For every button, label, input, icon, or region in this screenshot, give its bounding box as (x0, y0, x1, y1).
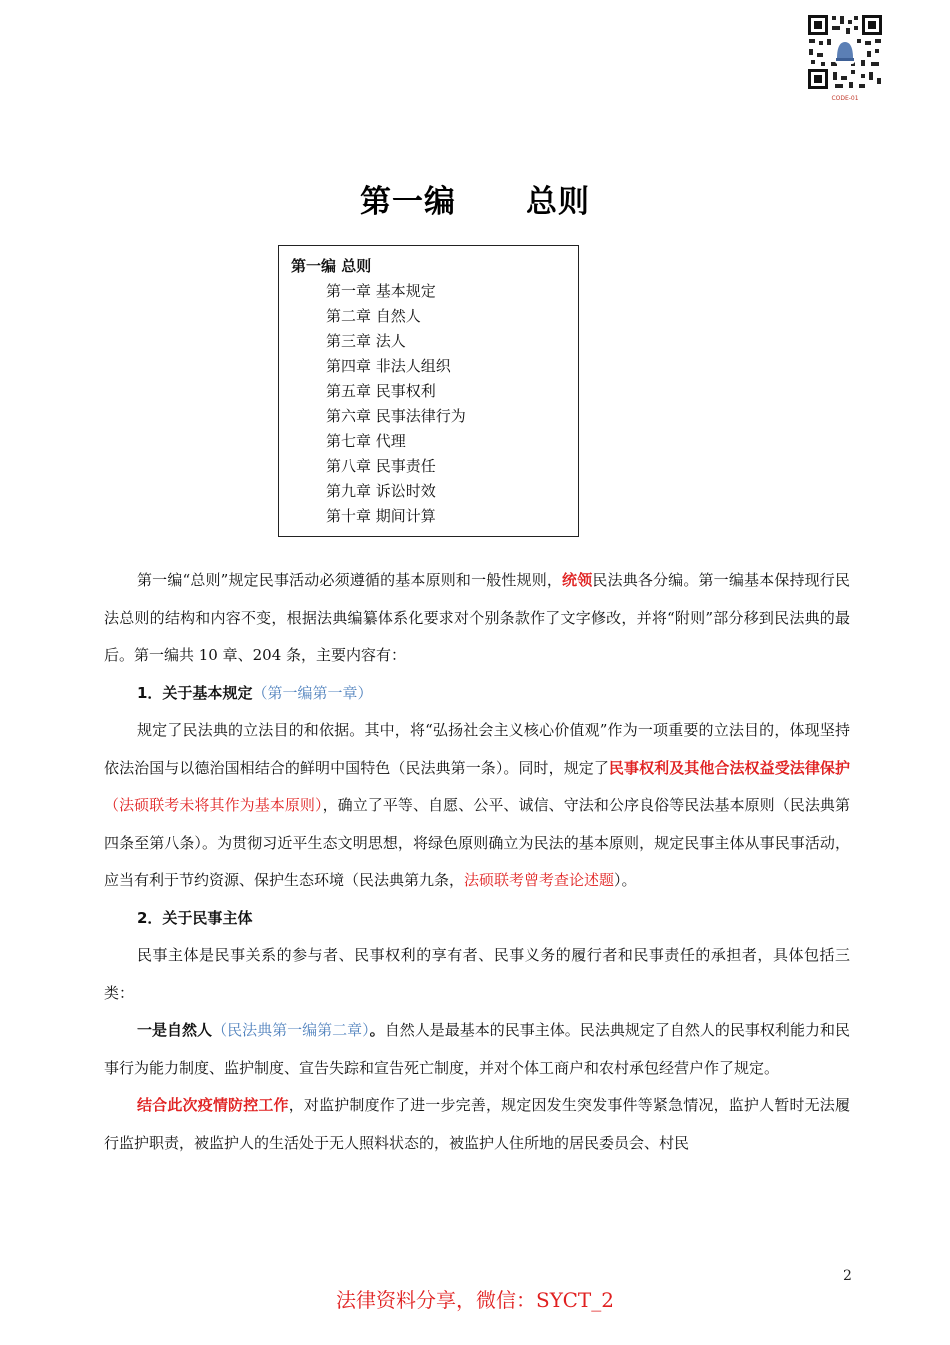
exam-note: （法硕联考未将其作为基本原则） (104, 796, 323, 814)
intro-paragraph: 第一编“总则”规定民事活动必须遵循的基本原则和一般性规则，统领民法典各分编。第一编基本保持现行民法总则的结构和内容不变，根据法典编纂体系化要求对个别条款作了文字修改，并将“附则”部分移到民法典的最后。第一编共 10 章、204 条，主要内容有： (104, 571, 850, 664)
title-subject: 总则 (526, 184, 590, 220)
basic-provisions-paragraph: 规定了民法典的立法目的和依据。其中，将“弘扬社会主义核心价值观”作为一项重要的立法目的，体现坚持依法治国与以德治国相结合的鲜明中国特色（民法典第一条）。同时，规定了民事权利及其他合法权益受法律保护（法硕联考未将其作为基本原则），确立了平等、自愿、公平、诚信、守法和公序良俗等民法基本原则（民法典第四条至第八条）。为贯彻习近平生态文明思想，将绿色原则确立为民法的基本原则，规定民事主体从事民事活动，应当有利于节约资源、保护生态环境（民法典第九条，法硕联考曾考查论述题）。 (104, 721, 850, 889)
chapter-reference: （第一编第一章） (252, 683, 373, 702)
civil-subjects-paragraph: 民事主体是民事关系的参与者、民事权利的享有者、民事义务的履行者和民事责任的承担者，具体包括三类： (104, 946, 850, 1002)
toc-item: 第六章 民事法律行为 (326, 407, 466, 425)
chapter-reference: （民法典第一编第二章） (212, 1021, 370, 1039)
natural-person-paragraph: 一是自然人（民法典第一编第二章）。自然人是最基本的民事主体。民法典规定了自然人的民事权利能力和民事行为能力制度、监护制度、宣告失踪和宣告死亡制度，并对个体工商户和农村承包经营户作了规定。 (104, 1021, 850, 1077)
subject-label: 一是自然人 (137, 1021, 213, 1039)
qr-code (805, 12, 885, 102)
exam-note: 法硕联考曾考查论述题 (464, 871, 615, 889)
toc-item: 第三章 法人 (326, 332, 406, 350)
highlight: 结合此次疫情防控工作 (137, 1096, 289, 1114)
page-title (0, 176, 950, 221)
toc-item: 第七章 代理 (326, 432, 406, 450)
table-of-contents (278, 245, 579, 537)
toc-item: 第二章 自然人 (326, 307, 421, 325)
body-text (104, 562, 850, 1162)
toc-heading: 第一编 总则 (291, 257, 372, 275)
highlight: 统领 (562, 571, 593, 589)
toc-item: 第八章 民事责任 (326, 457, 436, 475)
toc-item: 第一章 基本规定 (326, 282, 436, 300)
toc-item: 第十章 期间计算 (326, 507, 436, 525)
title-part: 第一编 (360, 184, 456, 220)
epidemic-paragraph: 结合此次疫情防控工作，对监护制度作了进一步完善，规定因发生突发事件等紧急情况，监护人暂时无法履行监护职责，被监护人的生活处于无人照料状态的，被监护人住所地的居民委员会、村民 (104, 1096, 850, 1152)
toc-item: 第四章 非法人组织 (326, 357, 451, 375)
qr-caption: CODE-01 (831, 95, 859, 102)
section-heading-2: 2．关于民事主体 (137, 908, 253, 927)
toc-item: 第九章 诉讼时效 (326, 482, 436, 500)
footer-note: 法律资料分享，微信：SYCT_2 (336, 1288, 614, 1312)
page-number: 2 (843, 1268, 852, 1284)
toc-item: 第五章 民事权利 (326, 382, 436, 400)
qr-code-icon (805, 12, 885, 92)
highlight: 民事权利及其他合法权益受法律保护 (608, 758, 850, 777)
section-heading-1: 1．关于基本规定（第一编第一章） (137, 683, 373, 702)
